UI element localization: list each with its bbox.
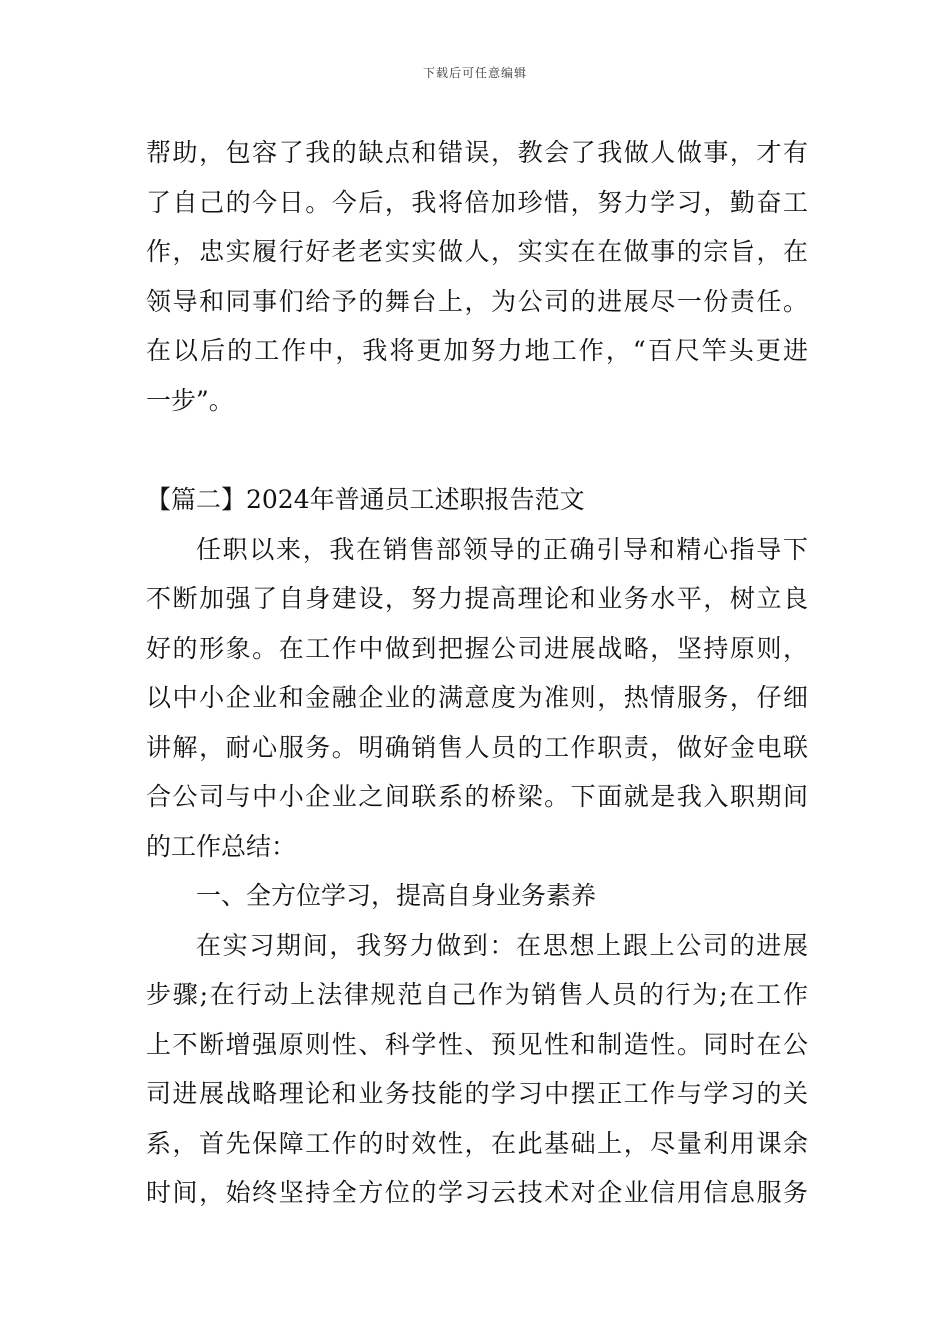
document-body <box>146 128 808 1218</box>
text-line: 以中小企业和金融企业的满意度为准则，热情服务，仔细 <box>146 683 808 712</box>
text-line: 时间，始终坚持全方位的学习云技术对企业信用信息服务 <box>146 1178 808 1207</box>
text-line: 司进展战略理论和业务技能的学习中摆正工作与学习的关 <box>146 1079 808 1108</box>
text-line: 的工作总结： <box>146 831 297 861</box>
text-line: 不断加强了自身建设，努力提高理论和业务水平，树立良 <box>146 584 808 613</box>
text-line: 步骤;在行动上法律规范自己作为销售人员的行为;在工作 <box>146 980 808 1009</box>
text-line: 领导和同事们给予的舞台上，为公司的进展尽一份责任。 <box>146 286 808 316</box>
text-line: 帮助，包容了我的缺点和错误，教会了我做人做事，才有 <box>146 138 808 167</box>
text-line: 合公司与中小企业之间联系的桥梁。下面就是我入职期间 <box>146 782 808 811</box>
section-title: 【篇二】2024年普通员工述职报告范文 <box>146 485 585 514</box>
paragraph-3 <box>146 921 808 1218</box>
paragraph-gap <box>146 425 808 475</box>
page-header: 下载后可任意编辑 <box>422 66 527 80</box>
text-line: 上不断增强原则性、科学性、预见性和制造性。同时在公 <box>146 1029 808 1059</box>
text-line: 讲解，耐心服务。明确销售人员的工作职责，做好金电联 <box>146 732 808 762</box>
text-line: 作，忠实履行好老老实实做人，实实在在做事的宗旨，在 <box>146 237 808 266</box>
paragraph-2 <box>146 525 808 872</box>
text-line: 在实习期间，我努力做到：在思想上跟上公司的进展 <box>196 930 808 960</box>
text-line: 系，首先保障工作的时效性，在此基础上，尽量利用课余 <box>146 1128 808 1158</box>
text-line: 一步”。 <box>146 385 234 415</box>
text-line: 在以后的工作中，我将更加努力地工作，“百尺竿头更进 <box>146 336 808 365</box>
text-line: 任职以来，我在销售部领导的正确引导和精心指导下 <box>196 534 808 564</box>
text-line: 了自己的今日。今后，我将倍加珍惜，努力学习，勤奋工 <box>146 187 808 217</box>
subheading: 一、全方位学习，提高自身业务素养 <box>196 881 597 910</box>
paragraph-1 <box>146 128 808 425</box>
text-line: 好的形象。在工作中做到把握公司进展战略，坚持原则， <box>146 633 808 663</box>
